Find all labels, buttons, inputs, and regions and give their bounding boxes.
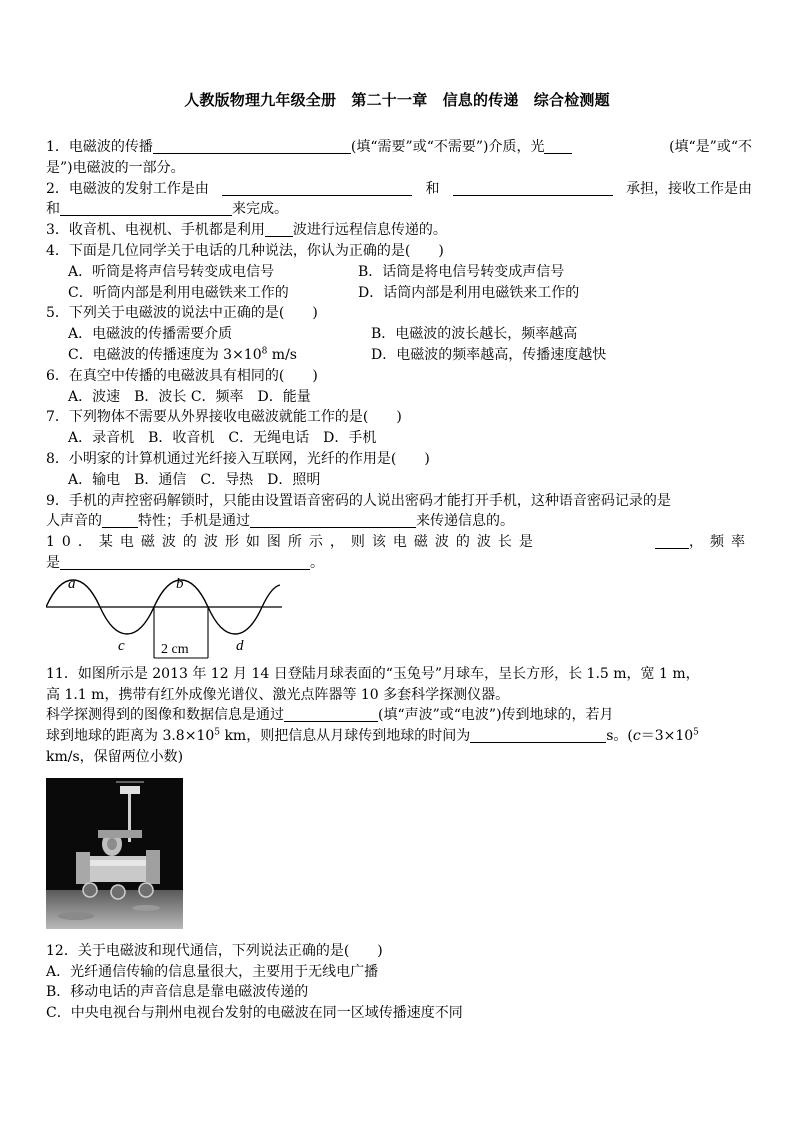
question-8-options[interactable]: A．输电 B．通信 C．导热 D．照明 (68, 471, 321, 488)
answer-blank[interactable] (655, 532, 689, 549)
question-7-stem: 7．下列物体不需要从外界接收电磁波就能工作的是( ) (46, 409, 402, 426)
lunar-rover-photo (46, 778, 183, 929)
question-2-line-1: 2．电磁波的发射工作是由 和 承担，接收工作是由 (46, 180, 752, 197)
option-d[interactable]: D．电磁波的频率越高，传播速度越快 (371, 346, 607, 363)
answer-blank[interactable] (284, 705, 378, 722)
question-10-line-1: 10．某电磁波的波形如图所示，则该电磁波的波长是 ，频率 (46, 534, 752, 551)
wave-figure (46, 574, 752, 662)
wave-label-b: b (176, 575, 184, 592)
question-4-stem: 4．下面是几位同学关于电话的几种说法，你认为正确的是( ) (46, 242, 444, 259)
question-12-stem: 12．关于电磁波和现代通信，下列说法正确的是( ) (46, 942, 383, 959)
wave-label-a: a (68, 575, 76, 592)
answer-blank[interactable] (544, 137, 572, 154)
answer-blank[interactable] (60, 553, 310, 570)
answer-blank[interactable] (222, 179, 412, 196)
question-10-line-2: 是 。 (46, 554, 324, 571)
question-5-options-row-1 (46, 324, 752, 345)
answer-blank[interactable] (153, 137, 351, 154)
distance-label: 2 cm (161, 641, 189, 657)
question-7-options[interactable]: A．录音机 B．收音机 C．无绳电话 D．手机 (68, 430, 377, 447)
rover-image (46, 778, 183, 929)
page-title: 人教版物理九年级全册 第二十一章 信息的传递 综合检测题 (184, 91, 610, 109)
question-11-line-2: 高 1.1 m，携带有红外成像光谱仪、激光点阵器等 10 多套科学探测仪器。 (46, 686, 510, 703)
question-9-line-1: 9．手机的声控密码解锁时，只能由设置语音密码的人说出密码才能打开手机，这种语音密码记录的是 (46, 492, 671, 509)
question-9-line-2: 人声音的 特性；手机是通过 来传递信息的。 (46, 513, 514, 530)
question-11-line-3: 科学探测得到的图像和数据信息是通过 (填“声波”或“电波”)传到地球的，若月 (46, 707, 614, 724)
question-1-line-1: 1．电磁波的传播 (填“需要”或“不需要”)介质，光 (填“是”或“不 (46, 139, 752, 155)
wave-label-c: c (118, 637, 125, 654)
option-b[interactable]: B．电磁波的波长越长，频率越高 (371, 326, 578, 343)
option-c[interactable]: C．中央电视台与荆州电视台发射的电磁波在同一区域传播速度不同 (46, 1005, 463, 1022)
option-d[interactable]: D．话筒内部是利用电磁铁来工作的 (358, 284, 580, 301)
question-11-line-1: 11．如图所示是 2013 年 12 月 14 日登陆月球表面的“玉兔号”月球车，呈长方形，长 1.5 m，宽 1 m， (46, 665, 700, 682)
answer-blank[interactable] (470, 726, 606, 743)
question-4-options-row-2 (46, 283, 752, 304)
question-list (46, 137, 752, 1024)
question-6-options[interactable]: A．波速 B．波长 C．频率 D．能量 (68, 388, 311, 405)
option-c[interactable]: C．听筒内部是利用电磁铁来工作的 (68, 284, 289, 301)
wave-diagram (46, 574, 286, 662)
question-5-stem: 5．下列关于电磁波的说法中正确的是( ) (46, 305, 318, 322)
option-a[interactable]: A．听筒是将声信号转变成电信号 (68, 263, 275, 280)
question-11-line-5: km/s，保留两位小数) (46, 748, 184, 765)
question-5-options-row-2 (46, 345, 752, 366)
option-a[interactable]: A．电磁波的传播需要介质 (68, 326, 233, 343)
answer-blank[interactable] (265, 220, 293, 237)
answer-blank[interactable] (250, 511, 416, 528)
option-b[interactable]: B．移动电话的声音信息是靠电磁波传递的 (46, 984, 309, 1001)
wave-label-d: d (236, 637, 244, 654)
option-c[interactable]: C．电磁波的传播速度为 $3\times 10^8$ m/s (68, 346, 297, 363)
answer-blank[interactable] (102, 511, 138, 528)
question-3: 3．收音机、电视机、手机都是利用 波进行远程信息传递的。 (46, 222, 447, 239)
question-11-line-4: 球到地球的距离为 $3.8\times 10^5$ km，则把信息从月球传到地球的时间为 s。($c=3\times 10^5$ (46, 727, 699, 745)
question-6-stem: 6．在真空中传播的电磁波具有相同的( ) (46, 367, 318, 384)
question-4-options-row-1 (46, 262, 752, 283)
question-1-line-2: 是”)电磁波的一部分。 (46, 159, 185, 176)
answer-blank[interactable] (453, 179, 613, 196)
option-b[interactable]: B．话筒是将电信号转变成声信号 (358, 263, 565, 280)
option-a[interactable]: A．光纤通信传输的信息量很大，主要用于无线电广播 (46, 963, 379, 980)
question-2-line-2: 和 来完成。 (46, 201, 288, 218)
answer-blank[interactable] (60, 199, 232, 216)
question-8-stem: 8．小明家的计算机通过光纤接入互联网，光纤的作用是( ) (46, 450, 430, 467)
